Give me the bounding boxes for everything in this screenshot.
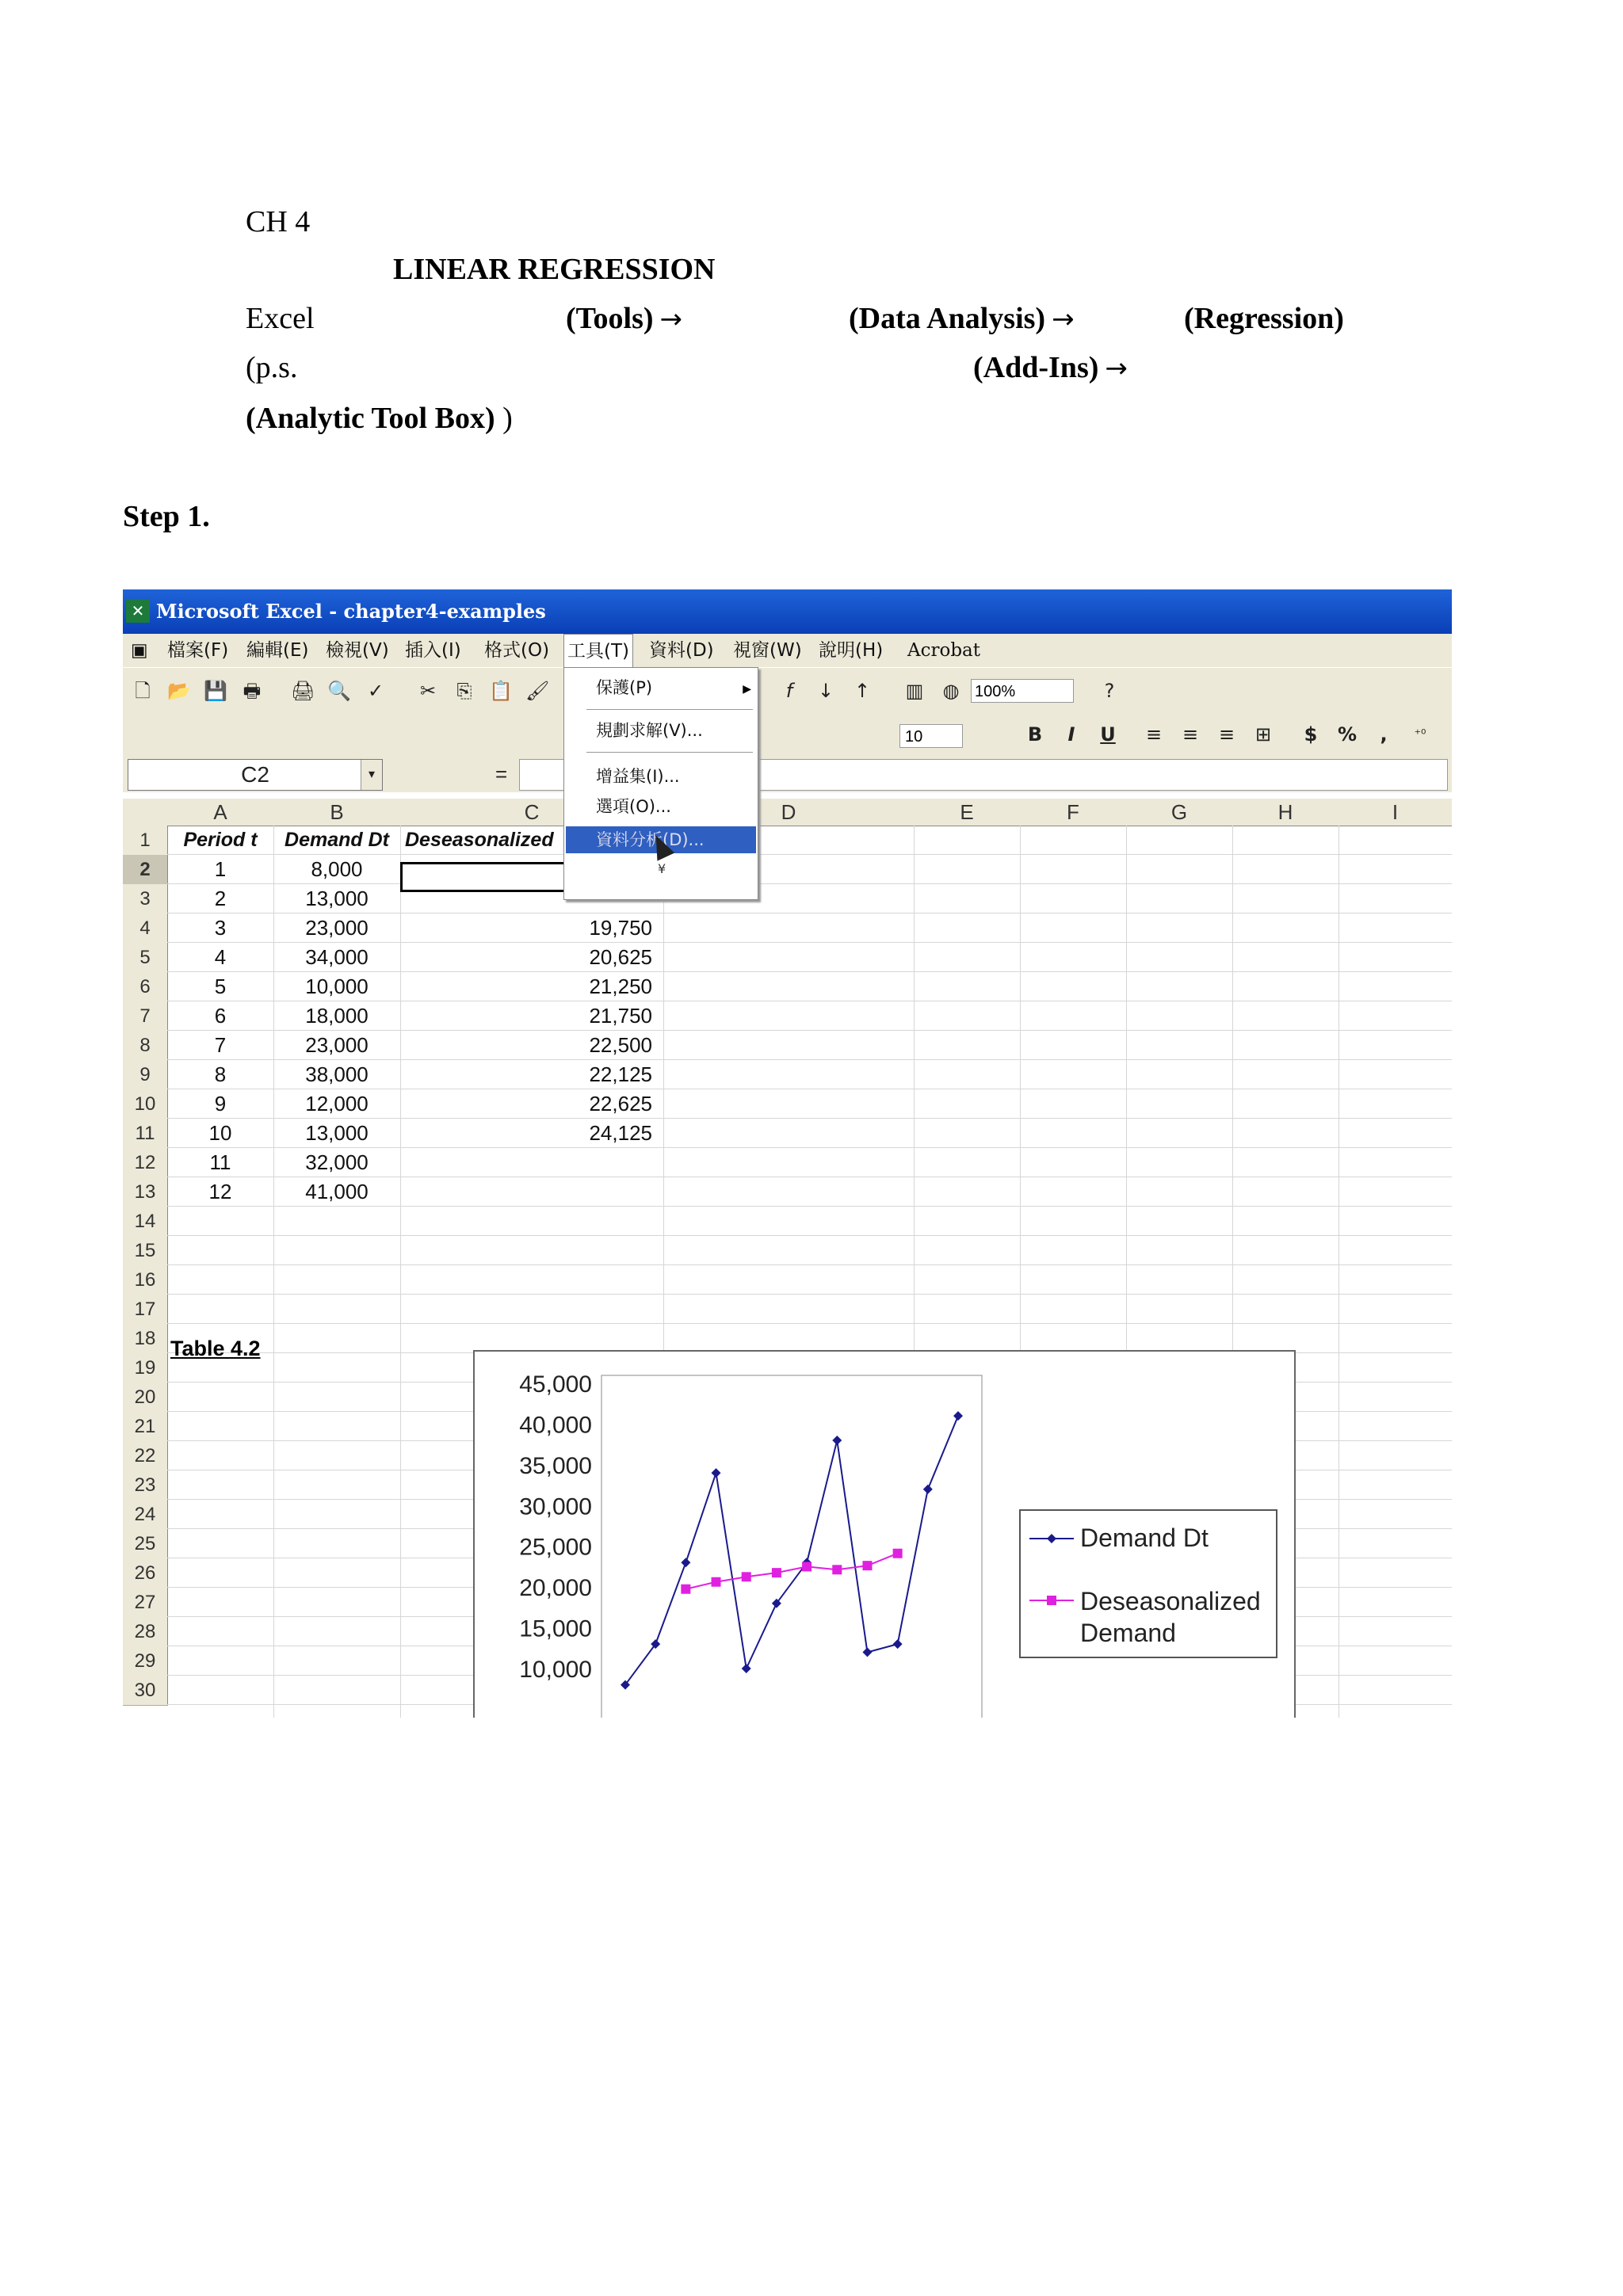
- menu-item-solver[interactable]: 規劃求解(V)...: [596, 721, 703, 740]
- cell-period[interactable]: 12: [208, 1180, 232, 1203]
- header-demand[interactable]: Demand Dt: [285, 829, 389, 851]
- data-point-deseasonalized: [712, 1577, 721, 1587]
- row-header[interactable]: 6: [123, 972, 168, 1002]
- new-icon[interactable]: 🗋: [135, 680, 151, 702]
- row-header[interactable]: 17: [123, 1295, 168, 1325]
- col-header-a[interactable]: A: [167, 799, 274, 826]
- instruction-excel: Excel: [246, 302, 315, 335]
- instruction-tools: (Tools) →: [566, 302, 683, 335]
- cell-deseasonalized[interactable]: 24,125: [589, 1121, 652, 1145]
- row-header[interactable]: 26: [123, 1558, 168, 1589]
- legend-label-demand: Demand Dt: [1080, 1524, 1209, 1552]
- grid-line: [167, 1264, 1452, 1265]
- y-tick-label: 35,000: [519, 1452, 592, 1479]
- window-title: Microsoft Excel - chapter4-examples: [156, 600, 546, 623]
- cell-demand[interactable]: 12,000: [305, 1092, 369, 1116]
- cell-demand[interactable]: 18,000: [305, 1004, 369, 1028]
- spelling-icon[interactable]: ✓: [367, 680, 384, 702]
- align-left-icon[interactable]: ≡: [1145, 723, 1163, 746]
- row-header[interactable]: 16: [123, 1265, 168, 1295]
- align-right-icon[interactable]: ≡: [1218, 723, 1235, 746]
- italic-icon[interactable]: I: [1067, 723, 1075, 746]
- menu-item-addins[interactable]: 增益集(I)...: [596, 767, 680, 786]
- data-point-deseasonalized: [862, 1561, 872, 1570]
- row-header[interactable]: 8: [123, 1031, 168, 1061]
- print-preview-icon[interactable]: 🖨: [291, 680, 315, 702]
- section-title: LINEAR REGRESSION: [393, 253, 716, 286]
- cell-period[interactable]: 4: [214, 945, 227, 969]
- cell-demand[interactable]: 34,000: [305, 945, 369, 969]
- increase-decimal-icon[interactable]: ⁺⁰: [1414, 727, 1426, 742]
- cell-deseasonalized[interactable]: 22,125: [589, 1062, 652, 1086]
- row-header[interactable]: 15: [123, 1236, 168, 1266]
- bold-icon[interactable]: B: [1027, 723, 1043, 746]
- y-tick-label: 45,000: [519, 1371, 592, 1398]
- row-header[interactable]: 1: [123, 826, 168, 856]
- cell-period[interactable]: 6: [214, 1004, 227, 1028]
- plot-area: [601, 1375, 982, 1718]
- cell-deseasonalized[interactable]: 21,750: [589, 1004, 652, 1028]
- row-header[interactable]: 4: [123, 913, 168, 944]
- row-header[interactable]: 7: [123, 1001, 168, 1032]
- menu-item-data-analysis[interactable]: 資料分析(D)...: [566, 826, 756, 853]
- cell-demand[interactable]: 41,000: [305, 1180, 369, 1203]
- save-icon[interactable]: 💾: [204, 680, 227, 702]
- row-header[interactable]: 12: [123, 1148, 168, 1178]
- submenu-arrow-icon: ▶: [743, 682, 751, 695]
- instruction-ps: (p.s.: [246, 351, 298, 384]
- y-tick-label: 10,000: [519, 1657, 592, 1683]
- cell-deseasonalized[interactable]: 22,625: [589, 1092, 652, 1116]
- cell-demand[interactable]: 8,000: [311, 857, 363, 881]
- row-header[interactable]: 14: [123, 1207, 168, 1237]
- underline-icon[interactable]: U: [1100, 723, 1116, 746]
- row-header[interactable]: 13: [123, 1177, 168, 1207]
- currency-icon[interactable]: $: [1304, 723, 1318, 746]
- align-center-icon[interactable]: ≡: [1182, 723, 1199, 746]
- instruction-toolbox: (Analytic Tool Box) ): [246, 402, 513, 435]
- cell-period[interactable]: 5: [214, 974, 227, 998]
- cell-period[interactable]: 1: [214, 857, 227, 881]
- menu-separator: [586, 709, 753, 710]
- col-header-e[interactable]: E: [914, 799, 1021, 826]
- cell-deseasonalized[interactable]: 22,500: [589, 1033, 652, 1057]
- cell-demand[interactable]: 10,000: [305, 974, 369, 998]
- step-label: Step 1.: [123, 500, 210, 533]
- chart-wizard-icon[interactable]: ▥: [905, 680, 924, 702]
- active-cell-c2[interactable]: [400, 862, 568, 892]
- arrow-icon: →: [1105, 353, 1128, 384]
- menu-bar: [123, 634, 1452, 667]
- cell-deseasonalized[interactable]: 19,750: [589, 916, 652, 940]
- corner-select-all[interactable]: [123, 799, 168, 826]
- y-tick-label: 40,000: [519, 1412, 592, 1439]
- row-header[interactable]: 18: [123, 1324, 168, 1354]
- cell-demand[interactable]: 23,000: [305, 1033, 369, 1057]
- menu-help[interactable]: 說明(H): [819, 640, 884, 661]
- standard-toolbar: [123, 667, 1452, 715]
- y-tick-label: 30,000: [519, 1493, 592, 1520]
- help-icon[interactable]: ?: [1104, 680, 1115, 702]
- menu-format[interactable]: 格式(O): [484, 640, 550, 661]
- row-header[interactable]: 23: [123, 1470, 168, 1501]
- menu-separator: [586, 752, 753, 753]
- excel-icon: ✕: [126, 599, 150, 623]
- cut-icon[interactable]: ✂: [419, 680, 437, 702]
- legend-label-deseasonalized: Deseasonalized Demand: [1080, 1587, 1261, 1647]
- menu-window[interactable]: 視窗(W): [733, 640, 802, 661]
- menu-item-protect[interactable]: 保護(P): [596, 678, 653, 697]
- menu-tools[interactable]: 工具(T): [563, 634, 633, 668]
- data-point-deseasonalized: [893, 1549, 903, 1558]
- row-header[interactable]: 5: [123, 943, 168, 973]
- open-icon[interactable]: 📂: [167, 680, 191, 702]
- col-header-d[interactable]: D: [663, 799, 915, 826]
- cell-demand[interactable]: 23,000: [305, 916, 369, 940]
- formula-equals: =: [495, 762, 508, 786]
- row-header[interactable]: 24: [123, 1500, 168, 1530]
- col-header-c[interactable]: C: [400, 799, 664, 826]
- menu-insert[interactable]: 插入(I): [405, 640, 461, 661]
- header-deseasonalized[interactable]: Deseasonalized: [405, 829, 554, 851]
- sort-asc-icon[interactable]: ↓: [817, 680, 834, 702]
- instruction-regression: (Regression): [1184, 302, 1344, 335]
- cell-period[interactable]: 10: [208, 1121, 232, 1145]
- instruction-data-analysis: (Data Analysis) →: [849, 302, 1075, 335]
- menu-acrobat[interactable]: Acrobat: [907, 640, 981, 661]
- y-tick-label: 25,000: [519, 1534, 592, 1561]
- sort-desc-icon[interactable]: ↑: [854, 680, 871, 702]
- menu-data[interactable]: 資料(D): [649, 640, 714, 661]
- comma-icon[interactable]: ,: [1380, 723, 1388, 746]
- function-icon[interactable]: f: [785, 680, 793, 702]
- chevron-down-icon[interactable]: ▾: [361, 760, 382, 790]
- row-header[interactable]: 22: [123, 1441, 168, 1471]
- paste-icon[interactable]: 📋: [489, 680, 513, 702]
- row-header[interactable]: 11: [123, 1119, 168, 1149]
- percent-icon[interactable]: %: [1337, 723, 1358, 746]
- preview-icon[interactable]: 🔍: [327, 680, 351, 702]
- row-header[interactable]: 29: [123, 1646, 168, 1676]
- cell-period[interactable]: 2: [214, 887, 227, 910]
- row-header[interactable]: 20: [123, 1383, 168, 1413]
- expand-menu-icon[interactable]: ¥: [658, 861, 666, 876]
- data-point-deseasonalized: [681, 1585, 690, 1594]
- data-point-deseasonalized: [742, 1572, 751, 1581]
- grid-line: [1338, 826, 1339, 1718]
- demand-chart[interactable]: [473, 1350, 1296, 1718]
- cell-demand[interactable]: 38,000: [305, 1062, 369, 1086]
- cell-deseasonalized[interactable]: 21,250: [589, 974, 652, 998]
- grid-line: [167, 1323, 1452, 1324]
- instruction-addins: (Add-Ins) →: [973, 351, 1128, 384]
- name-box[interactable]: C2 ▾: [128, 759, 383, 791]
- cell-demand[interactable]: 13,000: [305, 1121, 369, 1145]
- row-header[interactable]: 3: [123, 884, 168, 914]
- row-header[interactable]: 21: [123, 1412, 168, 1442]
- y-tick-label: 20,000: [519, 1575, 592, 1602]
- tools-menu-dropdown: [563, 667, 758, 900]
- zoom-box[interactable]: 100%: [971, 679, 1074, 703]
- table-label: Table 4.2: [170, 1337, 261, 1360]
- row-header[interactable]: 9: [123, 1060, 168, 1090]
- cell-period[interactable]: 3: [214, 916, 227, 940]
- row-header[interactable]: 27: [123, 1588, 168, 1618]
- col-header-b[interactable]: B: [273, 799, 401, 826]
- format-painter-icon[interactable]: 🖌: [525, 680, 550, 702]
- arrow-icon: →: [1052, 303, 1075, 335]
- map-icon[interactable]: ◍: [942, 680, 960, 702]
- row-header[interactable]: 2: [123, 855, 168, 885]
- col-header-f[interactable]: F: [1020, 799, 1127, 826]
- chapter-label: CH 4: [246, 205, 311, 238]
- grid-line: [167, 1235, 1452, 1236]
- cell-demand[interactable]: 13,000: [305, 887, 369, 910]
- excel-window: [123, 589, 1452, 1718]
- formula-bar: [123, 756, 1452, 792]
- menu-item-options[interactable]: 選項(O)...: [596, 797, 671, 816]
- row-header[interactable]: 25: [123, 1529, 168, 1559]
- font-size-box[interactable]: 10: [899, 724, 963, 748]
- row-header[interactable]: 30: [123, 1676, 168, 1706]
- format-toolbar: [123, 715, 1452, 756]
- col-header-h[interactable]: H: [1232, 799, 1339, 826]
- menu-view[interactable]: 檢視(V): [326, 640, 389, 661]
- row-header[interactable]: 10: [123, 1089, 168, 1119]
- chart-canvas: [475, 1352, 1294, 1718]
- cell-period[interactable]: 7: [214, 1033, 227, 1057]
- y-tick-label: 15,000: [519, 1615, 592, 1642]
- cell-period[interactable]: 8: [214, 1062, 227, 1086]
- cell-demand[interactable]: 32,000: [305, 1150, 369, 1174]
- doc-icon[interactable]: ▣: [131, 640, 148, 661]
- merge-icon[interactable]: ⊞: [1254, 723, 1272, 746]
- title-bar: [123, 589, 1452, 634]
- row-header[interactable]: 19: [123, 1353, 168, 1383]
- legend-marker-deseasonalized: [1047, 1596, 1056, 1605]
- data-point-deseasonalized: [832, 1565, 842, 1574]
- row-header[interactable]: 28: [123, 1617, 168, 1647]
- col-header-g[interactable]: G: [1126, 799, 1233, 826]
- menu-edit[interactable]: 編輯(E): [246, 640, 309, 661]
- data-point-deseasonalized: [802, 1562, 812, 1571]
- data-point-deseasonalized: [772, 1568, 781, 1577]
- print-icon[interactable]: 🖶: [242, 680, 262, 702]
- menu-file[interactable]: 檔案(F): [167, 640, 229, 661]
- copy-icon[interactable]: ⎘: [456, 680, 472, 702]
- cell-deseasonalized[interactable]: 20,625: [589, 945, 652, 969]
- arrow-icon: →: [659, 303, 683, 335]
- header-period[interactable]: Period t: [183, 829, 258, 851]
- cell-period[interactable]: 9: [214, 1092, 227, 1116]
- grid-line: [167, 1294, 1452, 1295]
- col-header-i[interactable]: I: [1338, 799, 1452, 826]
- cell-period[interactable]: 11: [209, 1150, 231, 1174]
